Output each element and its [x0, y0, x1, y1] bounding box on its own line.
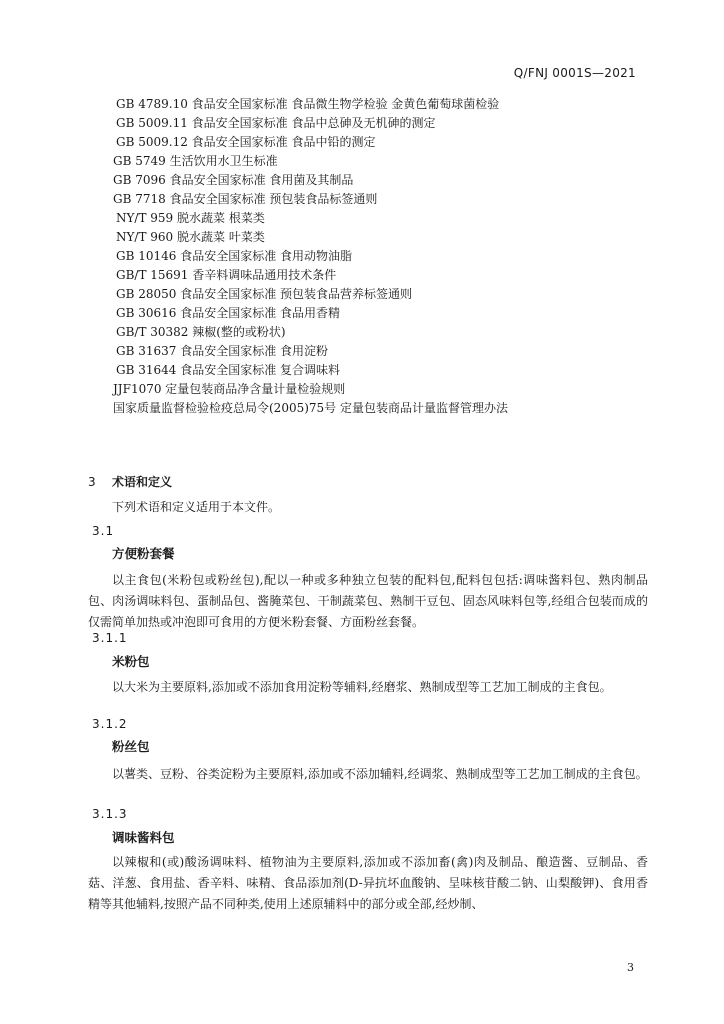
- reference-item: 国家质量监督检验检疫总局令(2005)75号 定量包装商品计量监督管理办法: [113, 401, 508, 415]
- term-name: 调味酱料包: [112, 830, 175, 845]
- reference-item: GB/T 30382 辣椒(整的或粉状): [116, 325, 286, 339]
- page-number: 3: [627, 961, 634, 974]
- section-title: 术语和定义: [112, 475, 173, 489]
- reference-item: GB 10146 食品安全国家标准 食用动物油脂: [116, 249, 353, 263]
- reference-item: GB 7718 食品安全国家标准 预包装食品标签通则: [113, 192, 378, 206]
- reference-item: GB 5009.12 食品安全国家标准 食品中铅的测定: [116, 135, 376, 149]
- term-name: 粉丝包: [112, 739, 150, 754]
- reference-item: GB 30616 食品安全国家标准 食品用香精: [116, 306, 341, 320]
- reference-item: GB 7096 食品安全国家标准 食用菌及其制品: [113, 173, 354, 187]
- document-code: Q/FNJ 0001S—2021: [513, 66, 636, 80]
- reference-item: GB 5749 生活饮用水卫生标准: [113, 154, 278, 168]
- term-number: 3.1: [92, 524, 115, 538]
- term-definition: 以辣椒和(或)酸汤调味料、植物油为主要原料,添加或不添加畜(禽)肉及制品、酿造酱、豆制品、香菇、洋葱、食用盐、香辛料、味精、食品添加剂(D-异抗坏血酸钠、呈味核苷酸二钠、山梨酸钾)、食用香精等其他辅料,按照产品不同种类,使用上述原辅料中的部分或全部,经炒制、: [88, 855, 648, 911]
- term-number: 3.1.3: [92, 807, 128, 821]
- reference-item: JJF1070 定量包装商品净含量计量检验规则: [113, 382, 346, 396]
- term-definition: 以主食包(米粉包或粉丝包),配以一种或多种独立包装的配料包,配料包包括:调味酱料包、熟肉制品包、肉汤调味料包、蛋制品包、酱腌菜包、干制蔬菜包、熟制干豆包、固态风味料包等,经组合包装而成的仅需简单加热或冲泡即可食用的方便米粉套餐、方面粉丝套餐。: [88, 573, 648, 629]
- reference-item: GB 31637 食品安全国家标准 食用淀粉: [116, 344, 329, 358]
- section-number: 3: [88, 475, 96, 489]
- term-name: 方便粉套餐: [112, 546, 175, 561]
- reference-item: GB 4789.10 食品安全国家标准 食品微生物学检验 金黄色葡萄球菌检验: [116, 97, 500, 111]
- term-name: 米粉包: [112, 654, 150, 669]
- term-number: 3.1.2: [92, 717, 128, 731]
- reference-item: GB 5009.11 食品安全国家标准 食品中总砷及无机砷的测定: [116, 116, 436, 130]
- section-intro: 下列术语和定义适用于本文件。: [112, 500, 281, 514]
- term-definition: 以大米为主要原料,添加或不添加食用淀粉等辅料,经磨浆、熟制成型等工艺加工制成的主食包。: [112, 680, 612, 694]
- reference-item: GB 31644 食品安全国家标准 复合调味料: [116, 363, 341, 377]
- term-definition: 以薯类、豆粉、谷类淀粉为主要原料,添加或不添加辅料,经调浆、熟制成型等工艺加工制成的主食包。: [112, 767, 648, 781]
- reference-item: GB 28050 食品安全国家标准 预包装食品营养标签通则: [116, 287, 413, 301]
- reference-item: NY/T 960 脱水蔬菜 叶菜类: [116, 230, 265, 244]
- reference-item: GB/T 15691 香辛料调味品通用技术条件: [116, 268, 337, 282]
- term-number: 3.1.1: [92, 631, 128, 645]
- reference-item: NY/T 959 脱水蔬菜 根菜类: [116, 211, 265, 225]
